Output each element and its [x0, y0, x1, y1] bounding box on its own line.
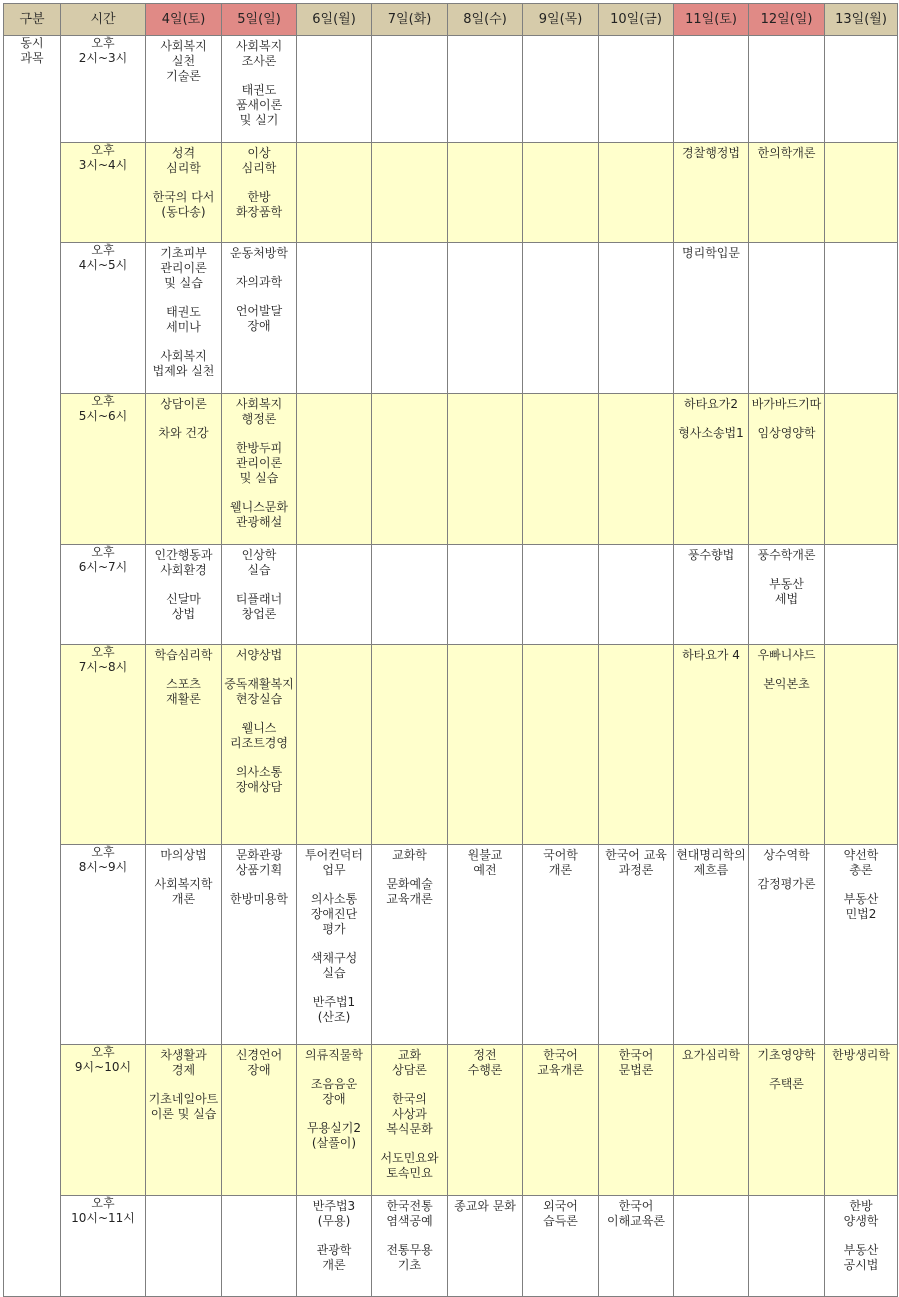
- course-name: 인상학 실습: [241, 548, 277, 577]
- cell-content: [523, 394, 598, 397]
- schedule-cell: [297, 1196, 372, 1297]
- cell-content: [297, 545, 371, 548]
- cell-content: [372, 645, 447, 648]
- course-name: 한국의 사상과 복식문화: [386, 1092, 433, 1136]
- cell-content: [222, 36, 296, 128]
- schedule-cell: [599, 143, 674, 243]
- schedule-cell: [825, 1045, 898, 1196]
- schedule-cell: [297, 143, 372, 243]
- cell-content: [372, 1045, 447, 1181]
- time-slot-label: 오후 7시~8시: [61, 645, 146, 845]
- course-name: 한방두피 관리이론 및 실습: [235, 441, 283, 485]
- cell-content: [825, 645, 897, 648]
- course-name: 기초네일아트 이론 및 실습: [148, 1092, 219, 1121]
- course-name: 한방 화장품학: [235, 190, 283, 219]
- category-cell: 동시 과목: [4, 36, 61, 1297]
- schedule-cell: [599, 1045, 674, 1196]
- schedule-cell: [146, 845, 222, 1045]
- cell-content: [599, 545, 673, 548]
- course-name: 기초영양학: [757, 1048, 816, 1062]
- cell-content: [222, 1045, 296, 1078]
- cell-content: [749, 394, 824, 441]
- course-name: 색채구성 실습: [310, 951, 358, 980]
- course-name: 성격 심리학: [166, 146, 201, 175]
- schedule-cell: [599, 36, 674, 143]
- cell-content: [825, 243, 897, 246]
- time-row: [4, 243, 898, 394]
- cell-content: [372, 143, 447, 146]
- schedule-cell: [297, 394, 372, 545]
- course-name: 부동산 공시법: [843, 1243, 879, 1272]
- cell-content: [222, 243, 296, 334]
- schedule-cell: [825, 845, 898, 1045]
- schedule-cell: [448, 243, 523, 394]
- course-name: 한국어 이해교육론: [607, 1199, 665, 1228]
- cell-content: [825, 36, 897, 39]
- course-name: 하타요가 4: [682, 648, 740, 662]
- course-name: 한방생리학: [832, 1048, 890, 1062]
- course-name: 태권도 품새이론 및 실기: [235, 83, 283, 127]
- schedule-cell: [372, 645, 448, 845]
- cell-content: [448, 143, 522, 146]
- course-name: 풍수학개론: [757, 548, 816, 562]
- schedule-cell: [523, 1196, 599, 1297]
- schedule-cell: [825, 394, 898, 545]
- course-name: 현대명리학의 제흐름: [676, 848, 746, 877]
- time-slot-label: 오후 9시~10시: [61, 1045, 146, 1196]
- cell-content: [599, 394, 673, 397]
- course-name: 웰니스 리조트경영: [230, 721, 288, 750]
- schedule-cell: [825, 645, 898, 845]
- cell-content: [297, 1196, 371, 1273]
- cell-content: [523, 243, 598, 246]
- schedule-cell: [749, 394, 825, 545]
- course-name: 사회복지 법제와 실천: [152, 349, 215, 378]
- course-name: 부동산 민법2: [843, 892, 879, 921]
- course-name: 한국어 교육 과정론: [605, 848, 667, 877]
- cell-content: [749, 243, 824, 246]
- schedule-cell: [222, 394, 297, 545]
- schedule-cell: [599, 845, 674, 1045]
- cell-content: [222, 1196, 296, 1199]
- schedule-cell: [372, 845, 448, 1045]
- schedule-cell: [523, 36, 599, 143]
- course-name: 조음음운 장애: [310, 1077, 358, 1106]
- time-row: [4, 1196, 898, 1297]
- time-row: [4, 394, 898, 545]
- header-category: 구분: [4, 4, 61, 36]
- course-name: 서도민요와 토속민요: [380, 1151, 439, 1180]
- cell-content: [825, 394, 897, 397]
- course-name: 전통무용 기초: [386, 1243, 433, 1272]
- course-name: 의사소통 장애진단 평가: [310, 892, 358, 936]
- course-name: 사회복지학 개론: [154, 877, 213, 906]
- header-day: 8일(수): [448, 4, 523, 36]
- cell-content: [599, 1196, 673, 1229]
- header-day: 13일(월): [825, 4, 898, 36]
- schedule-cell: [674, 845, 749, 1045]
- cell-content: [674, 36, 748, 39]
- course-name: 약선학 총론: [843, 848, 879, 877]
- header-day: 7일(화): [372, 4, 448, 36]
- time-row: [4, 36, 898, 143]
- time-slot-label: 오후 4시~5시: [61, 243, 146, 394]
- course-name: 사회복지 행정론: [235, 397, 283, 426]
- cell-content: [372, 243, 447, 246]
- cell-content: [146, 394, 221, 441]
- schedule-cell: [222, 645, 297, 845]
- course-name: 반주법1 (산조): [312, 995, 356, 1024]
- course-name: 의류직물학: [305, 1048, 363, 1062]
- time-slot-label: 오후 5시~6시: [61, 394, 146, 545]
- course-name: 본익본초: [763, 677, 810, 691]
- schedule-cell: [674, 394, 749, 545]
- schedule-cell: [599, 394, 674, 545]
- cell-content: [297, 243, 371, 246]
- schedule-cell: [749, 545, 825, 645]
- cell-content: [749, 143, 824, 161]
- cell-content: [297, 143, 371, 146]
- course-name: 상담이론: [160, 397, 207, 411]
- cell-content: [674, 545, 748, 563]
- schedule-cell: [674, 1196, 749, 1297]
- cell-content: [599, 243, 673, 246]
- cell-content: [372, 36, 447, 39]
- cell-content: [749, 36, 824, 39]
- cell-content: [146, 645, 221, 707]
- schedule-cell: [749, 645, 825, 845]
- schedule-cell: [297, 545, 372, 645]
- cell-content: [146, 845, 221, 907]
- schedule-cell: [146, 545, 222, 645]
- schedule-cell: [448, 645, 523, 845]
- header-day: 12일(일): [749, 4, 825, 36]
- header-day: 5일(일): [222, 4, 297, 36]
- course-name: 이상 심리학: [241, 146, 277, 175]
- cell-content: [448, 645, 522, 648]
- course-name: 교화학: [392, 848, 427, 862]
- schedule-cell: [146, 243, 222, 394]
- cell-content: [222, 394, 296, 530]
- schedule-cell: [222, 1196, 297, 1297]
- header-day: 11일(토): [674, 4, 749, 36]
- schedule-cell: [749, 1196, 825, 1297]
- course-name: 기초피부 관리이론 및 실습: [160, 246, 207, 290]
- schedule-cell: [448, 1196, 523, 1297]
- schedule-cell: [523, 243, 599, 394]
- course-name: 한방 양생학: [843, 1199, 879, 1228]
- schedule-cell: [599, 243, 674, 394]
- course-name: 부동산 세법: [769, 577, 804, 606]
- cell-content: [674, 1196, 748, 1199]
- schedule-cell: [146, 645, 222, 845]
- time-row: [4, 845, 898, 1045]
- cell-content: [297, 645, 371, 648]
- course-name: 신달마 상법: [166, 592, 201, 621]
- cell-content: [749, 1196, 824, 1199]
- schedule-cell: [146, 143, 222, 243]
- schedule-cell: [749, 845, 825, 1045]
- header-day: 9일(목): [523, 4, 599, 36]
- schedule-cell: [674, 243, 749, 394]
- schedule-cell: [825, 243, 898, 394]
- schedule-cell: [523, 143, 599, 243]
- course-name: 중독재활복지 현장실습: [224, 677, 294, 706]
- cell-content: [448, 36, 522, 39]
- schedule-cell: [146, 1196, 222, 1297]
- cell-content: [146, 1196, 221, 1199]
- schedule-cell: [523, 645, 599, 845]
- cell-content: [146, 545, 221, 622]
- cell-content: [523, 1045, 598, 1078]
- cell-content: [372, 545, 447, 548]
- cell-content: [448, 394, 522, 397]
- cell-content: [825, 143, 897, 146]
- header-row: [4, 4, 898, 36]
- course-name: 풍수향법: [687, 548, 735, 562]
- course-name: 관광학 개론: [316, 1243, 352, 1272]
- schedule-cell: [372, 1196, 448, 1297]
- course-name: 학습심리학: [154, 648, 213, 662]
- schedule-cell: [448, 36, 523, 143]
- cell-content: [523, 645, 598, 648]
- course-name: 우빠니샤드: [757, 648, 816, 662]
- course-name: 한국전통 염색공예: [386, 1199, 433, 1228]
- cell-content: [523, 545, 598, 548]
- cell-content: [222, 645, 296, 795]
- cell-content: [825, 1045, 897, 1063]
- course-name: 한국의 다서 (동다송): [152, 190, 215, 219]
- course-name: 의사소통 장애상담: [235, 765, 283, 794]
- schedule-cell: [146, 36, 222, 143]
- course-name: 형사소송법1: [678, 426, 744, 440]
- course-name: 한방미용학: [230, 892, 288, 906]
- cell-content: [146, 1045, 221, 1122]
- header-day: 10일(금): [599, 4, 674, 36]
- schedule-cell: [749, 143, 825, 243]
- cell-content: [448, 845, 522, 878]
- cell-content: [825, 845, 897, 922]
- course-name: 한국어 문법론: [618, 1048, 654, 1077]
- schedule-cell: [448, 545, 523, 645]
- schedule-cell: [222, 1045, 297, 1196]
- course-name: 주택론: [769, 1077, 804, 1091]
- course-name: 종교와 문화: [454, 1199, 516, 1213]
- schedule-cell: [146, 1045, 222, 1196]
- course-name: 임상영양학: [757, 426, 816, 440]
- cell-content: [146, 143, 221, 220]
- course-name: 한의학개론: [757, 146, 816, 160]
- cell-content: [448, 1196, 522, 1214]
- course-name: 서양상법: [235, 648, 283, 662]
- cell-content: [674, 845, 748, 878]
- header-time: 시간: [61, 4, 146, 36]
- course-name: 투어컨덕터 업무: [305, 848, 363, 877]
- cell-content: [523, 36, 598, 39]
- cell-content: [146, 243, 221, 379]
- schedule-table: [3, 3, 898, 1297]
- course-name: 바가바드기따: [751, 397, 822, 411]
- schedule-cell: [222, 36, 297, 143]
- cell-content: [222, 143, 296, 220]
- cell-content: [372, 394, 447, 397]
- schedule-cell: [674, 36, 749, 143]
- schedule-cell: [674, 545, 749, 645]
- cell-content: [599, 845, 673, 878]
- schedule-cell: [448, 394, 523, 545]
- cell-content: [523, 845, 598, 878]
- cell-content: [523, 1196, 598, 1229]
- time-slot-label: 오후 8시~9시: [61, 845, 146, 1045]
- time-slot-label: 오후 10시~11시: [61, 1196, 146, 1297]
- schedule-cell: [523, 845, 599, 1045]
- cell-content: [297, 394, 371, 397]
- course-name: 외국어 습득론: [543, 1199, 578, 1228]
- course-name: 인간행동과 사회환경: [154, 548, 213, 577]
- cell-content: [599, 645, 673, 648]
- cell-content: [297, 1045, 371, 1151]
- cell-content: [297, 845, 371, 1025]
- schedule-cell: [825, 545, 898, 645]
- cell-content: [599, 36, 673, 39]
- time-row: [4, 545, 898, 645]
- cell-content: [825, 545, 897, 548]
- header-day: 6일(월): [297, 4, 372, 36]
- cell-content: [674, 243, 748, 261]
- schedule-cell: [297, 243, 372, 394]
- schedule-cell: [297, 845, 372, 1045]
- course-name: 무용실기2 (살풀이): [306, 1121, 361, 1150]
- course-name: 하타요가2: [683, 397, 738, 411]
- schedule-cell: [674, 645, 749, 845]
- schedule-cell: [222, 243, 297, 394]
- schedule-cell: [825, 36, 898, 143]
- course-name: 자의과학: [235, 275, 283, 289]
- schedule-cell: [297, 645, 372, 845]
- course-name: 언어발달 장애: [235, 304, 283, 333]
- schedule-cell: [222, 143, 297, 243]
- cell-content: [523, 143, 598, 146]
- schedule-cell: [448, 845, 523, 1045]
- schedule-cell: [749, 243, 825, 394]
- schedule-cell: [674, 1045, 749, 1196]
- cell-content: [749, 545, 824, 607]
- course-name: 문화예술 교육개론: [386, 877, 433, 906]
- course-name: 국어학 개론: [543, 848, 578, 877]
- course-name: 명리학입문: [682, 246, 740, 260]
- course-name: 사회복지 실천 기술론: [160, 39, 207, 83]
- course-name: 신경언어 장애: [235, 1048, 283, 1077]
- header-day: 4일(토): [146, 4, 222, 36]
- course-name: 정전 수행론: [467, 1048, 503, 1077]
- time-slot-label: 오후 6시~7시: [61, 545, 146, 645]
- schedule-cell: [674, 143, 749, 243]
- cell-content: [372, 845, 447, 907]
- cell-content: [372, 1196, 447, 1273]
- schedule-cell: [599, 1196, 674, 1297]
- schedule-cell: [599, 545, 674, 645]
- cell-content: [222, 545, 296, 622]
- course-name: 운동처방학: [230, 246, 288, 260]
- schedule-cell: [523, 1045, 599, 1196]
- time-row: [4, 143, 898, 243]
- course-name: 상수역학: [763, 848, 810, 862]
- course-name: 경찰행정법: [682, 146, 740, 160]
- cell-content: [825, 1196, 897, 1273]
- course-name: 교화 상담론: [392, 1048, 427, 1077]
- course-name: 한국어 교육개론: [537, 1048, 584, 1077]
- cell-content: [749, 1045, 824, 1092]
- cell-content: [674, 1045, 748, 1063]
- course-name: 감정평가론: [757, 877, 816, 891]
- cell-content: [599, 1045, 673, 1078]
- schedule-cell: [297, 1045, 372, 1196]
- schedule-cell: [372, 1045, 448, 1196]
- schedule-cell: [297, 36, 372, 143]
- schedule-cell: [523, 394, 599, 545]
- cell-content: [674, 394, 748, 441]
- schedule-cell: [749, 1045, 825, 1196]
- course-name: 웰니스문화 관광해설: [230, 500, 288, 529]
- cell-content: [674, 645, 748, 663]
- course-name: 반주법3 (무용): [312, 1199, 356, 1228]
- time-slot-label: 오후 3시~4시: [61, 143, 146, 243]
- course-name: 태권도 세미나: [166, 305, 201, 334]
- cell-content: [448, 243, 522, 246]
- cell-content: [749, 845, 824, 892]
- course-name: 스포츠 재활론: [166, 677, 201, 706]
- schedule-cell: [825, 143, 898, 243]
- schedule-cell: [372, 243, 448, 394]
- cell-content: [599, 143, 673, 146]
- cell-content: [674, 143, 748, 161]
- cell-content: [146, 36, 221, 84]
- time-slot-label: 오후 2시~3시: [61, 36, 146, 143]
- course-name: 사회복지 조사론: [235, 39, 283, 68]
- schedule-cell: [749, 36, 825, 143]
- cell-content: [749, 645, 824, 692]
- cell-content: [448, 1045, 522, 1078]
- time-row: [4, 645, 898, 845]
- course-name: 차와 건강: [158, 426, 209, 440]
- schedule-cell: [448, 143, 523, 243]
- schedule-cell: [372, 545, 448, 645]
- schedule-cell: [448, 1045, 523, 1196]
- schedule-cell: [222, 845, 297, 1045]
- schedule-cell: [825, 1196, 898, 1297]
- schedule-cell: [222, 545, 297, 645]
- course-name: 요가심리학: [682, 1048, 740, 1062]
- cell-content: [222, 845, 296, 907]
- cell-content: [448, 545, 522, 548]
- time-row: [4, 1045, 898, 1196]
- schedule-cell: [372, 143, 448, 243]
- schedule-cell: [372, 394, 448, 545]
- course-name: 티플래너 창업론: [235, 592, 283, 621]
- schedule-cell: [523, 545, 599, 645]
- schedule-cell: [146, 394, 222, 545]
- course-name: 문화관광 상품기획: [235, 848, 283, 877]
- course-name: 원불교 예전: [467, 848, 503, 877]
- cell-content: [297, 36, 371, 39]
- course-name: 마의상법: [160, 848, 207, 862]
- schedule-cell: [599, 645, 674, 845]
- schedule-cell: [372, 36, 448, 143]
- course-name: 차생활과 경제: [160, 1048, 207, 1077]
